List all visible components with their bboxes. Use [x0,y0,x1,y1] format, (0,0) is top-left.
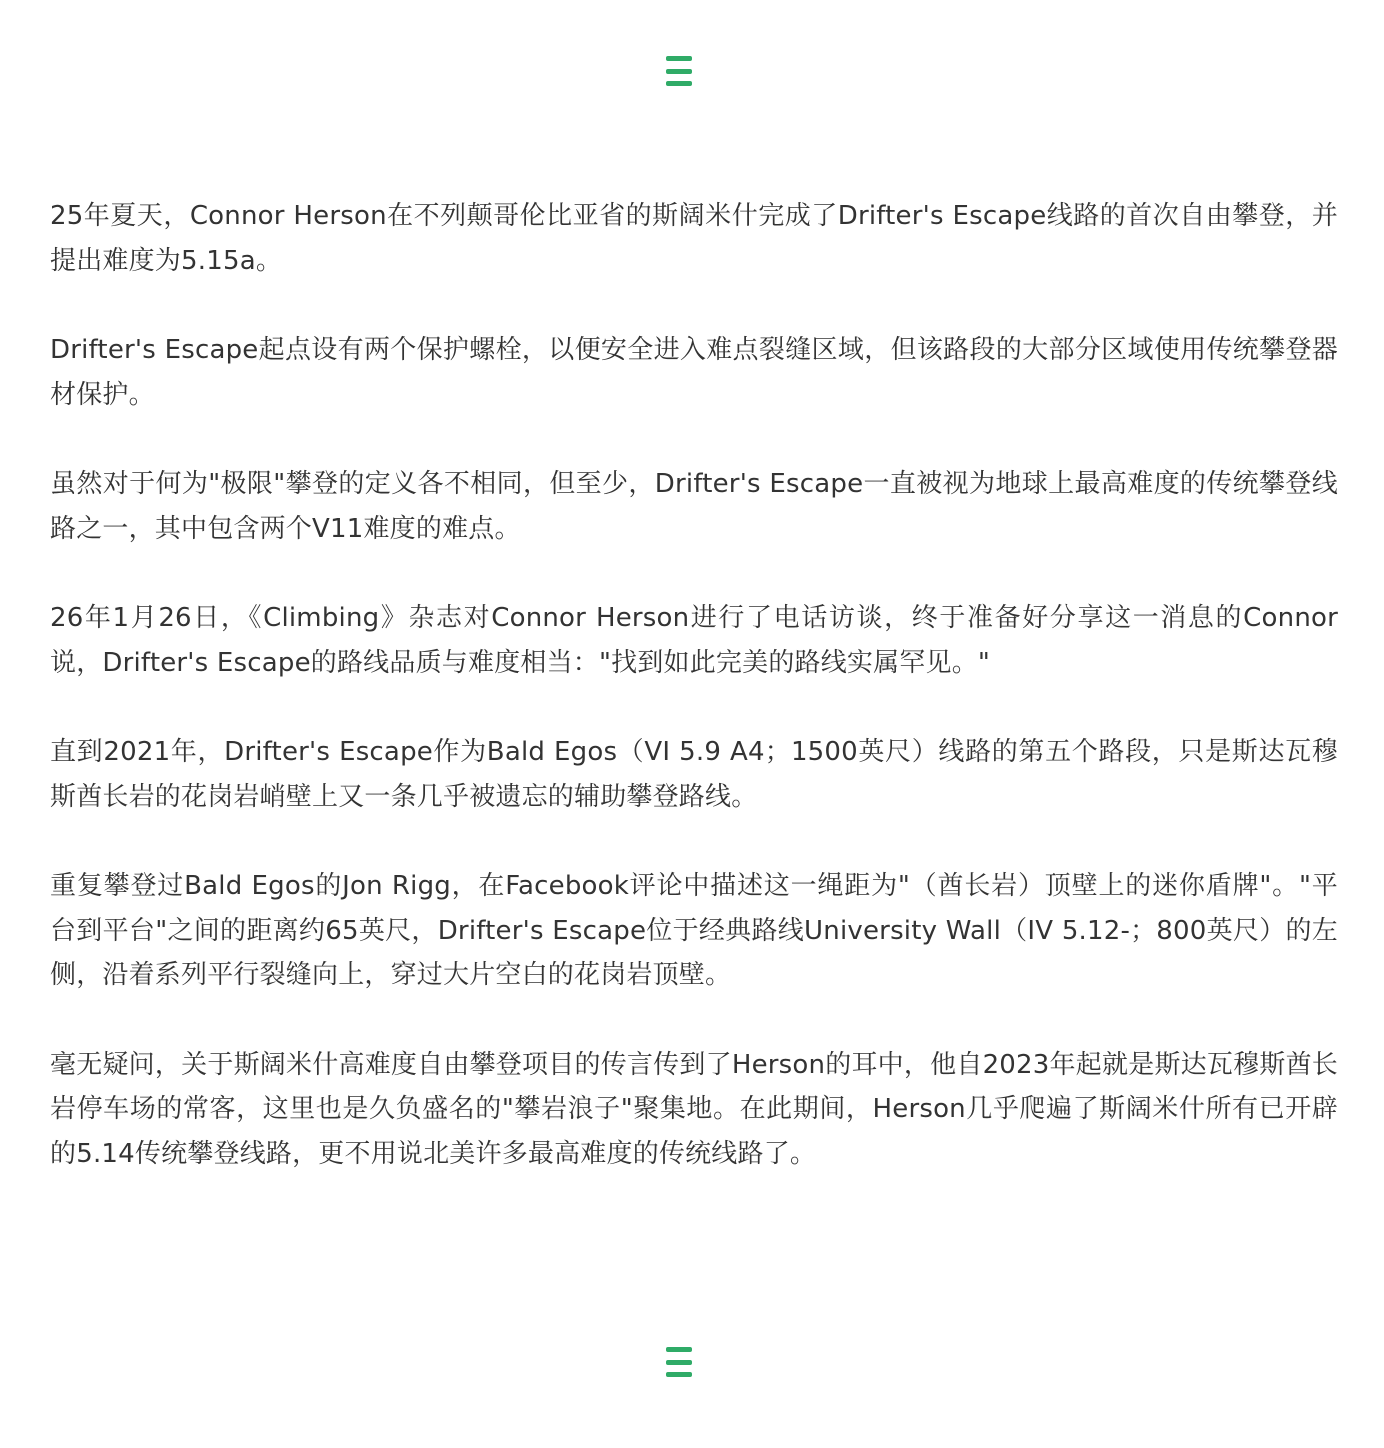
top-divider-icon [666,56,692,86]
paragraph-6: 重复攀登过Bald Egos的Jon Rigg，在Facebook评论中描述这一绳距为"（酋长岩）顶壁上的迷你盾牌"。"平台到平台"之间的距离约65英尺，Drifter's Escape位于经典路线University Wall（IV 5.12-；800英尺）的左侧，沿着系列平行裂缝向上，穿过大片空白的花岗岩顶壁。 [50,871,1338,990]
paragraph-2: Drifter's Escape起点设有两个保护螺栓，以便安全进入难点裂缝区域，但该路段的大部分区域使用传统攀登器材保护。 [50,335,1338,410]
paragraph-5: 直到2021年，Drifter's Escape作为Bald Egos（VI 5.9 A4；1500英尺）线路的第五个路段，只是斯达瓦穆斯酋长岩的花岗岩峭壁上又一条几乎被遗忘的辅助攀登路线。 [50,737,1338,812]
paragraph-4: 26年1月26日，《Climbing》杂志对Connor Herson进行了电话访谈，终于准备好分享这一消息的Connor 说，Drifter's Escape的路线品质与难度相当："找到如此完美的路线实属罕见。" [50,603,1338,678]
divider-bar [666,81,692,86]
divider-bar [666,1372,692,1377]
divider-bar [666,1360,692,1365]
bottom-divider-icon [666,1347,692,1377]
article-body [50,194,1338,1176]
paragraph-1: 25年夏天，Connor Herson在不列颠哥伦比亚省的斯阔米什完成了Drifter's Escape线路的首次自由攀登，并提出难度为5.15a。 [50,201,1338,276]
divider-bar [666,1347,692,1352]
divider-bar [666,56,692,61]
divider-bar [666,69,692,74]
paragraph-3: 虽然对于何为"极限"攀登的定义各不相同，但至少，Drifter's Escape一直被视为地球上最高难度的传统攀登线路之一，其中包含两个V11难度的难点。 [50,469,1338,544]
paragraph-7: 毫无疑问，关于斯阔米什高难度自由攀登项目的传言传到了Herson的耳中，他自2023年起就是斯达瓦穆斯酋长岩停车场的常客，这里也是久负盛名的"攀岩浪子"聚集地。在此期间，Herson几乎爬遍了斯阔米什所有已开辟的5.14传统攀登线路，更不用说北美许多最高难度的传统线路了。 [50,1049,1338,1169]
